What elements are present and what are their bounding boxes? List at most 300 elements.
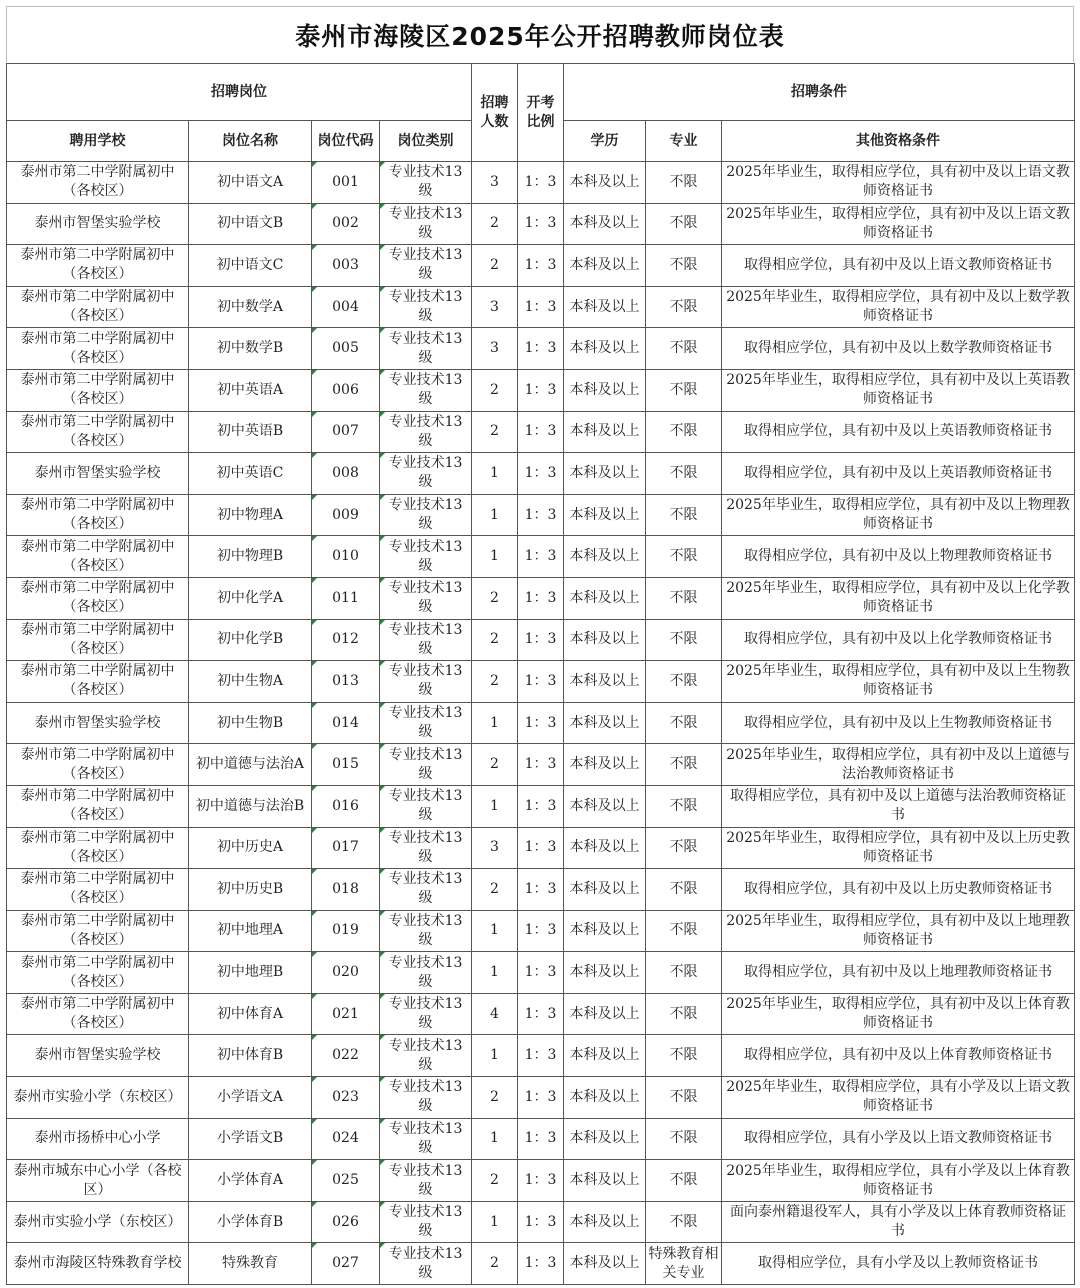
cell-post-name xyxy=(189,1077,312,1119)
cell-other xyxy=(722,702,1075,744)
cell-comment-marker xyxy=(380,869,385,874)
cell-ratio xyxy=(518,536,564,578)
cell-ratio-text: 1：3 xyxy=(524,381,557,398)
cell-major-text: 不限 xyxy=(669,631,698,648)
cell-major-text: 不限 xyxy=(669,548,698,565)
cell-count xyxy=(472,827,518,869)
cell-post-type-text: 专业技术13级 xyxy=(388,663,463,699)
cell-school-text: 泰州市第二中学附属初中（各校区） xyxy=(20,621,175,657)
cell-post-name-text: 初中道德与法治A xyxy=(195,756,305,773)
cell-comment-marker xyxy=(380,1243,385,1248)
header-row-group xyxy=(7,64,1075,121)
cell-count xyxy=(472,993,518,1035)
cell-post-name-text: 初中数学A xyxy=(216,298,284,315)
cell-major xyxy=(646,1201,722,1243)
cell-ratio xyxy=(518,369,564,411)
cell-count xyxy=(472,952,518,994)
cell-count-text: 2 xyxy=(490,423,499,440)
cell-other xyxy=(722,1077,1075,1119)
cell-education xyxy=(564,577,646,619)
table-row xyxy=(7,619,1075,661)
cell-post-type-text: 专业技术13级 xyxy=(388,1079,463,1115)
cell-post-name-text: 小学体育B xyxy=(216,1213,284,1230)
cell-major xyxy=(646,910,722,952)
cell-education-text: 本科及以上 xyxy=(569,256,640,273)
cell-post-type xyxy=(380,286,472,328)
cell-major xyxy=(646,453,722,495)
cell-major-text: 不限 xyxy=(669,922,698,939)
cell-major-text: 不限 xyxy=(669,964,698,981)
cell-post-name-text: 初中数学B xyxy=(216,340,284,357)
cell-post-type xyxy=(380,619,472,661)
cell-school-text: 泰州市城东中心小学（各校区） xyxy=(13,1162,182,1198)
cell-post-code-text: 001 xyxy=(332,173,359,190)
cell-post-name xyxy=(189,536,312,578)
cell-comment-marker xyxy=(380,703,385,708)
cell-post-name-text: 初中生物A xyxy=(216,672,284,689)
cell-major-text: 不限 xyxy=(669,1088,698,1105)
cell-comment-marker xyxy=(380,536,385,541)
cell-comment-marker xyxy=(312,869,317,874)
header-post-name: 岗位名称 xyxy=(189,121,312,162)
cell-ratio-text: 1：3 xyxy=(524,797,557,814)
cell-post-code-text: 015 xyxy=(332,756,359,773)
cell-post-code-text: 018 xyxy=(332,880,359,897)
header-major: 专业 xyxy=(646,121,722,162)
cell-major xyxy=(646,245,722,287)
cell-ratio-text: 1：3 xyxy=(524,506,557,523)
cell-other xyxy=(722,536,1075,578)
cell-other xyxy=(722,661,1075,703)
cell-other-text: 2025年毕业生，取得相应学位，具有初中及以上道德与法治教师资格证书 xyxy=(726,746,1070,782)
cell-post-name xyxy=(189,1243,312,1285)
cell-post-type xyxy=(380,162,472,204)
cell-other xyxy=(722,577,1075,619)
cell-count xyxy=(472,494,518,536)
cell-major-text: 不限 xyxy=(669,464,698,481)
table-row xyxy=(7,1160,1075,1202)
table-row xyxy=(7,827,1075,869)
cell-post-code xyxy=(312,203,380,245)
cell-education xyxy=(564,494,646,536)
cell-post-name-text: 特殊教育 xyxy=(222,1255,278,1272)
cell-count-text: 2 xyxy=(490,880,499,897)
cell-major xyxy=(646,661,722,703)
cell-education-text: 本科及以上 xyxy=(569,589,640,606)
cell-major-text: 不限 xyxy=(669,1130,698,1147)
cell-education-text: 本科及以上 xyxy=(569,1130,640,1147)
cell-post-code xyxy=(312,1077,380,1119)
cell-education-text: 本科及以上 xyxy=(569,298,640,315)
cell-post-name-text: 初中地理A xyxy=(216,922,284,939)
cell-education-text: 本科及以上 xyxy=(569,1005,640,1022)
cell-count xyxy=(472,453,518,495)
cell-other-text: 2025年毕业生，取得相应学位，具有初中及以上语文教师资格证书 xyxy=(726,205,1070,241)
cell-count xyxy=(472,411,518,453)
cell-post-code-text: 011 xyxy=(332,589,359,606)
cell-school-text: 泰州市第二中学附属初中（各校区） xyxy=(20,247,175,283)
cell-post-code-text: 008 xyxy=(332,464,359,481)
cell-ratio-text: 1：3 xyxy=(524,839,557,856)
cell-comment-marker xyxy=(312,412,317,417)
cell-major xyxy=(646,577,722,619)
cell-count-text: 1 xyxy=(490,548,499,565)
cell-comment-marker xyxy=(312,828,317,833)
cell-other xyxy=(722,1160,1075,1202)
cell-post-type xyxy=(380,785,472,827)
cell-major xyxy=(646,1118,722,1160)
cell-post-name xyxy=(189,453,312,495)
cell-post-code-text: 027 xyxy=(332,1255,359,1272)
cell-post-type xyxy=(380,577,472,619)
cell-education xyxy=(564,869,646,911)
cell-education xyxy=(564,203,646,245)
cell-major-text: 不限 xyxy=(669,173,698,190)
cell-ratio xyxy=(518,702,564,744)
cell-post-code xyxy=(312,1160,380,1202)
cell-ratio xyxy=(518,577,564,619)
cell-other-text: 取得相应学位，具有初中及以上语文教师资格证书 xyxy=(744,256,1052,273)
cell-school-text: 泰州市第二中学附属初中（各校区） xyxy=(20,372,175,408)
cell-post-type xyxy=(380,1035,472,1077)
cell-comment-marker xyxy=(380,1160,385,1165)
table-row xyxy=(7,744,1075,786)
cell-post-name-text: 初中体育A xyxy=(216,1005,284,1022)
table-row xyxy=(7,869,1075,911)
cell-count xyxy=(472,1077,518,1119)
cell-education xyxy=(564,1035,646,1077)
cell-post-code-text: 016 xyxy=(332,797,359,814)
cell-comment-marker xyxy=(380,661,385,666)
header-ratio: 开考比例 xyxy=(518,64,564,162)
cell-other xyxy=(722,411,1075,453)
cell-post-code xyxy=(312,411,380,453)
cell-post-type-text: 专业技术13级 xyxy=(388,1204,463,1240)
cell-count xyxy=(472,869,518,911)
cell-ratio xyxy=(518,1035,564,1077)
cell-post-name-text: 初中英语C xyxy=(216,464,284,481)
header-school: 聘用学校 xyxy=(7,121,189,162)
cell-count-text: 2 xyxy=(490,1088,499,1105)
cell-major-text: 不限 xyxy=(669,756,698,773)
cell-post-code xyxy=(312,1118,380,1160)
cell-post-type-text: 专业技术13级 xyxy=(388,413,463,449)
cell-post-type-text: 专业技术13级 xyxy=(388,1037,463,1073)
cell-post-type xyxy=(380,1077,472,1119)
cell-post-code xyxy=(312,619,380,661)
cell-post-code xyxy=(312,494,380,536)
cell-comment-marker xyxy=(380,453,385,458)
cell-ratio-text: 1：3 xyxy=(524,1088,557,1105)
cell-major xyxy=(646,744,722,786)
cell-comment-marker xyxy=(380,786,385,791)
cell-major-text: 不限 xyxy=(669,256,698,273)
cell-other-text: 取得相应学位，具有初中及以上体育教师资格证书 xyxy=(744,1047,1052,1064)
cell-post-type xyxy=(380,1201,472,1243)
cell-count xyxy=(472,1243,518,1285)
cell-count-text: 1 xyxy=(490,1047,499,1064)
table-body xyxy=(7,162,1075,1285)
cell-post-code xyxy=(312,369,380,411)
cell-comment-marker xyxy=(380,952,385,957)
cell-major-text: 不限 xyxy=(669,506,698,523)
cell-comment-marker xyxy=(312,952,317,957)
cell-post-type xyxy=(380,827,472,869)
cell-post-code-text: 021 xyxy=(332,1005,359,1022)
cell-comment-marker xyxy=(312,536,317,541)
cell-comment-marker xyxy=(380,1035,385,1040)
cell-school xyxy=(7,162,189,204)
cell-post-type-text: 专业技术13级 xyxy=(388,455,463,491)
cell-post-type xyxy=(380,1160,472,1202)
cell-ratio-text: 1：3 xyxy=(524,589,557,606)
cell-comment-marker xyxy=(312,453,317,458)
cell-major-text: 不限 xyxy=(669,1172,698,1189)
cell-ratio-text: 1：3 xyxy=(524,548,557,565)
cell-school-text: 泰州市第二中学附属初中（各校区） xyxy=(20,954,175,990)
cell-post-name-text: 小学语文B xyxy=(216,1130,284,1147)
cell-other xyxy=(722,494,1075,536)
cell-post-type-text: 专业技术13级 xyxy=(388,1162,463,1198)
cell-post-type-text: 专业技术13级 xyxy=(388,705,463,741)
cell-school xyxy=(7,869,189,911)
cell-post-name xyxy=(189,245,312,287)
cell-school xyxy=(7,328,189,370)
cell-comment-marker xyxy=(312,287,317,292)
cell-post-code-text: 026 xyxy=(332,1213,359,1230)
cell-post-code-text: 012 xyxy=(332,631,359,648)
cell-education-text: 本科及以上 xyxy=(569,880,640,897)
cell-post-code-text: 002 xyxy=(332,215,359,232)
cell-post-code xyxy=(312,577,380,619)
cell-education-text: 本科及以上 xyxy=(569,548,640,565)
cell-education-text: 本科及以上 xyxy=(569,964,640,981)
cell-post-type-text: 专业技术13级 xyxy=(388,538,463,574)
cell-post-code xyxy=(312,162,380,204)
cell-education-text: 本科及以上 xyxy=(569,797,640,814)
cell-major xyxy=(646,785,722,827)
cell-count-text: 2 xyxy=(490,381,499,398)
cell-count-text: 4 xyxy=(490,1005,499,1022)
table-row xyxy=(7,952,1075,994)
cell-other-text: 取得相应学位，具有小学及以上语文教师资格证书 xyxy=(744,1130,1052,1147)
cell-other-text: 2025年毕业生，取得相应学位，具有初中及以上历史教师资格证书 xyxy=(726,829,1070,865)
cell-post-code xyxy=(312,661,380,703)
cell-education-text: 本科及以上 xyxy=(569,922,640,939)
table-row xyxy=(7,494,1075,536)
cell-count xyxy=(472,1035,518,1077)
cell-post-name xyxy=(189,869,312,911)
cell-post-type-text: 专业技术13级 xyxy=(388,289,463,325)
cell-count xyxy=(472,619,518,661)
table-row xyxy=(7,369,1075,411)
cell-major-text: 不限 xyxy=(669,215,698,232)
cell-comment-marker xyxy=(380,495,385,500)
cell-ratio xyxy=(518,661,564,703)
cell-other-text: 面向泰州籍退役军人，具有小学及以上体育教师资格证书 xyxy=(730,1204,1066,1240)
cell-major xyxy=(646,328,722,370)
cell-count-text: 1 xyxy=(490,464,499,481)
cell-count-text: 2 xyxy=(490,1172,499,1189)
cell-count xyxy=(472,286,518,328)
cell-major-text: 不限 xyxy=(669,589,698,606)
cell-comment-marker xyxy=(312,1243,317,1248)
cell-other-text: 2025年毕业生，取得相应学位，具有初中及以上体育教师资格证书 xyxy=(726,996,1070,1032)
cell-major-text: 不限 xyxy=(669,423,698,440)
cell-ratio xyxy=(518,1118,564,1160)
cell-education-text: 本科及以上 xyxy=(569,381,640,398)
cell-other xyxy=(722,328,1075,370)
cell-post-code xyxy=(312,536,380,578)
cell-comment-marker xyxy=(312,744,317,749)
cell-major-text: 不限 xyxy=(669,381,698,398)
cell-comment-marker xyxy=(312,994,317,999)
cell-other xyxy=(722,369,1075,411)
cell-education-text: 本科及以上 xyxy=(569,1172,640,1189)
cell-school-text: 泰州市实验小学（东校区） xyxy=(13,1213,182,1230)
cell-ratio-text: 1：3 xyxy=(524,464,557,481)
cell-other-text: 2025年毕业生，取得相应学位，具有初中及以上地理教师资格证书 xyxy=(726,912,1070,948)
cell-education-text: 本科及以上 xyxy=(569,423,640,440)
cell-school xyxy=(7,286,189,328)
cell-school-text: 泰州市第二中学附属初中（各校区） xyxy=(20,164,175,200)
cell-school-text: 泰州市第二中学附属初中（各校区） xyxy=(20,289,175,325)
cell-other xyxy=(722,827,1075,869)
cell-school xyxy=(7,245,189,287)
cell-count-text: 2 xyxy=(490,1255,499,1272)
cell-post-name xyxy=(189,1201,312,1243)
cell-post-name-text: 初中语文C xyxy=(216,256,284,273)
cell-post-code-text: 004 xyxy=(332,298,359,315)
cell-post-type xyxy=(380,369,472,411)
cell-post-name xyxy=(189,785,312,827)
cell-school-text: 泰州市扬桥中心小学 xyxy=(34,1130,161,1147)
cell-count-text: 2 xyxy=(490,215,499,232)
cell-education xyxy=(564,1118,646,1160)
cell-other xyxy=(722,619,1075,661)
cell-count-text: 1 xyxy=(490,506,499,523)
cell-school-text: 泰州市第二中学附属初中（各校区） xyxy=(20,663,175,699)
cell-ratio-text: 1：3 xyxy=(524,173,557,190)
cell-comment-marker xyxy=(380,911,385,916)
cell-post-code-text: 024 xyxy=(332,1130,359,1147)
cell-other xyxy=(722,1243,1075,1285)
cell-post-type xyxy=(380,453,472,495)
cell-comment-marker xyxy=(380,162,385,167)
cell-post-code-text: 023 xyxy=(332,1088,359,1105)
cell-comment-marker xyxy=(312,204,317,209)
cell-post-name-text: 初中物理B xyxy=(216,548,284,565)
cell-comment-marker xyxy=(380,828,385,833)
cell-post-type xyxy=(380,1243,472,1285)
cell-major xyxy=(646,1077,722,1119)
cell-post-type xyxy=(380,203,472,245)
cell-post-name xyxy=(189,661,312,703)
cell-major xyxy=(646,536,722,578)
cell-other-text: 2025年毕业生，取得相应学位，具有初中及以上化学教师资格证书 xyxy=(726,580,1070,616)
cell-post-code xyxy=(312,952,380,994)
table-row xyxy=(7,286,1075,328)
cell-post-name xyxy=(189,744,312,786)
cell-education xyxy=(564,411,646,453)
cell-major-text: 不限 xyxy=(669,1005,698,1022)
cell-post-type-text: 专业技术13级 xyxy=(388,954,463,990)
cell-count-text: 3 xyxy=(490,298,499,315)
cell-education-text: 本科及以上 xyxy=(569,756,640,773)
cell-post-type-text: 专业技术13级 xyxy=(388,621,463,657)
cell-school-text: 泰州市第二中学附属初中（各校区） xyxy=(20,829,175,865)
cell-major xyxy=(646,369,722,411)
cell-post-code xyxy=(312,1243,380,1285)
cell-post-type-text: 专业技术13级 xyxy=(388,247,463,283)
cell-post-name-text: 小学体育A xyxy=(216,1172,284,1189)
cell-count xyxy=(472,536,518,578)
cell-major xyxy=(646,827,722,869)
cell-post-type xyxy=(380,702,472,744)
cell-school xyxy=(7,494,189,536)
cell-ratio xyxy=(518,993,564,1035)
cell-comment-marker xyxy=(312,703,317,708)
header-group-conditions: 招聘条件 xyxy=(564,64,1075,121)
table-row xyxy=(7,162,1075,204)
cell-post-code xyxy=(312,702,380,744)
cell-education xyxy=(564,661,646,703)
cell-post-code xyxy=(312,245,380,287)
cell-school xyxy=(7,661,189,703)
cell-post-name xyxy=(189,1035,312,1077)
cell-ratio-text: 1：3 xyxy=(524,1255,557,1272)
cell-comment-marker xyxy=(312,1202,317,1207)
cell-post-code xyxy=(312,286,380,328)
cell-post-name-text: 初中化学A xyxy=(216,589,284,606)
cell-comment-marker xyxy=(312,1160,317,1165)
cell-ratio xyxy=(518,952,564,994)
cell-post-code-text: 020 xyxy=(332,964,359,981)
cell-education xyxy=(564,619,646,661)
cell-ratio-text: 1：3 xyxy=(524,1213,557,1230)
cell-comment-marker xyxy=(380,620,385,625)
cell-education xyxy=(564,1160,646,1202)
cell-post-code-text: 009 xyxy=(332,506,359,523)
cell-school-text: 泰州市智堡实验学校 xyxy=(34,1047,161,1064)
cell-school xyxy=(7,1035,189,1077)
cell-ratio-text: 1：3 xyxy=(524,340,557,357)
cell-count-text: 3 xyxy=(490,173,499,190)
cell-count xyxy=(472,785,518,827)
cell-other xyxy=(722,286,1075,328)
cell-comment-marker xyxy=(312,245,317,250)
cell-education-text: 本科及以上 xyxy=(569,839,640,856)
cell-ratio xyxy=(518,1201,564,1243)
cell-major-text: 不限 xyxy=(669,340,698,357)
cell-count xyxy=(472,1118,518,1160)
cell-other xyxy=(722,869,1075,911)
cell-post-name-text: 小学语文A xyxy=(216,1088,284,1105)
cell-major xyxy=(646,1243,722,1285)
cell-education xyxy=(564,993,646,1035)
cell-major-text: 不限 xyxy=(669,1047,698,1064)
cell-ratio xyxy=(518,1077,564,1119)
cell-major-text: 不限 xyxy=(669,1213,698,1230)
cell-other xyxy=(722,1118,1075,1160)
cell-count xyxy=(472,577,518,619)
cell-count-text: 1 xyxy=(490,797,499,814)
cell-post-name xyxy=(189,952,312,994)
cell-comment-marker xyxy=(312,1077,317,1082)
cell-post-name xyxy=(189,369,312,411)
cell-education xyxy=(564,536,646,578)
cell-school xyxy=(7,910,189,952)
